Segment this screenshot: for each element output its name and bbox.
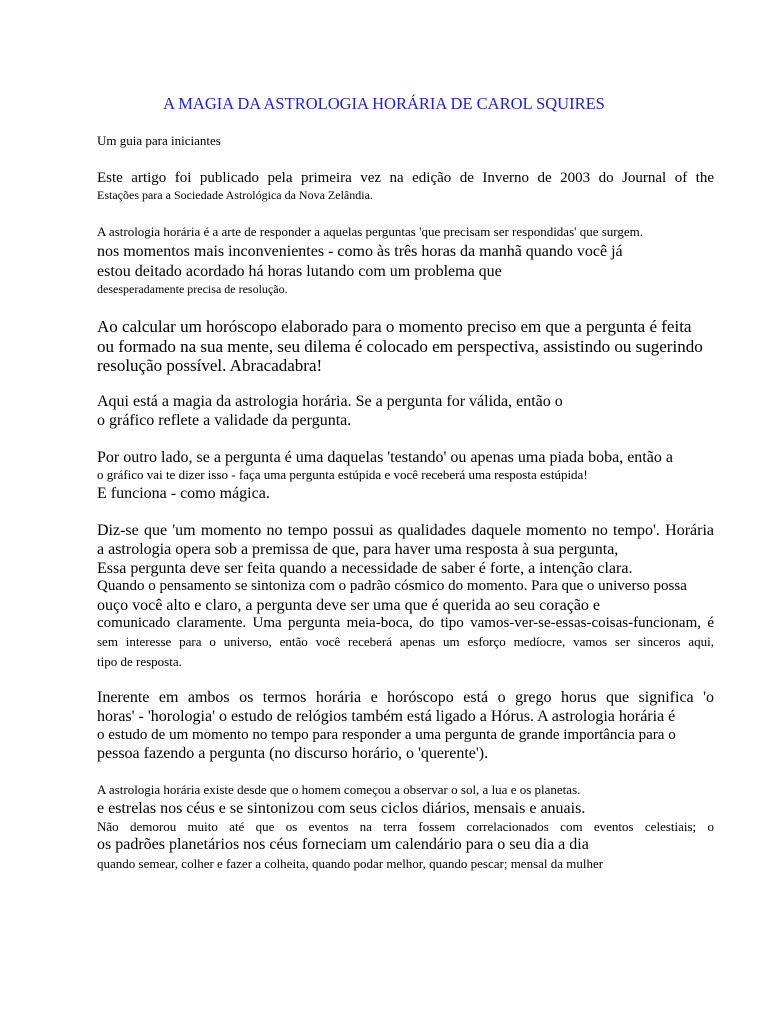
paragraph-line: Por outro lado, se a pergunta é uma daquelas 'testando' ou apenas uma piada boba, então a	[97, 449, 673, 466]
paragraph-line: Quando o pensamento se sintoniza com o padrão cósmico do momento. Para que o universo possa	[97, 578, 687, 594]
paragraph-line: e estrelas nos céus e se sintonizou com seus ciclos diários, mensais e anuais.	[97, 800, 586, 817]
paragraph-line: o gráfico reflete a validade da pergunta.	[97, 412, 352, 429]
paragraph-line: Inerente em ambos os termos horária e horóscopo está o grego horus que significa 'o	[97, 689, 714, 706]
paragraph-line: o estudo de um momento no tempo para responder a uma pergunta de grande importância para o	[97, 727, 676, 743]
paragraph-line: os padrões planetários nos céus forneciam um calendário para o seu dia a dia	[97, 836, 589, 853]
paragraph-line: E funciona - como mágica.	[97, 485, 270, 502]
paragraph-line: Essa pergunta deve ser feita quando a necessidade de saber é forte, a intenção clara.	[97, 560, 633, 577]
paragraph-line: Aqui está a magia da astrologia horária. Se a pergunta for válida, então o	[97, 393, 563, 410]
paragraph-line: nos momentos mais inconvenientes - como às três horas da manhã quando você já	[97, 243, 623, 260]
paragraph-line: ouço você alto e claro, a pergunta deve ser uma que é querida ao seu coração e	[97, 597, 601, 614]
paragraph-line: sem interesse para o universo, então você receberá apenas um esforço medíocre, vamos ser sinceros aqui,	[97, 634, 714, 649]
paragraph-line: Ao calcular um horóscopo elaborado para o momento preciso em que a pergunta é feita	[97, 317, 692, 336]
document-title: A MAGIA DA ASTROLOGIA HORÁRIA DE CAROL SQUIRES	[163, 94, 605, 113]
paragraph-line: A astrologia horária é a arte de responder a aquelas perguntas 'que precisam ser respondidas' que surgem.	[97, 224, 644, 239]
paragraph-line: Estações para a Sociedade Astrológica da Nova Zelândia.	[97, 188, 373, 202]
paragraph-line: Este artigo foi publicado pela primeira vez na edição de Inverno de 2003 do Journal of the	[97, 170, 714, 186]
paragraph-line: pessoa fazendo a pergunta (no discurso horário, o 'querente').	[97, 745, 489, 762]
paragraph-line: quando semear, colher e fazer a colheita, quando podar melhor, quando pescar; mensal da mulher	[97, 856, 604, 871]
paragraph-line: a astrologia opera sob a premissa de que, para haver uma resposta à sua pergunta,	[97, 541, 619, 558]
paragraph-line: o gráfico vai te dizer isso - faça uma pergunta estúpida e você receberá uma resposta estúpida!	[97, 467, 588, 482]
paragraph-line: resolução possível. Abracadabra!	[97, 356, 323, 375]
paragraph-line: ou formado na sua mente, seu dilema é colocado em perspectiva, assistindo ou sugerindo	[97, 337, 703, 356]
paragraph-line: Diz-se que 'um momento no tempo possui as qualidades daquele momento no tempo'. Horária	[97, 522, 714, 539]
paragraph-line: tipo de resposta.	[97, 654, 182, 669]
paragraph-line: comunicado claramente. Uma pergunta meia-boca, do tipo vamos-ver-se-essas-coisas-funcionam, é	[97, 615, 714, 631]
paragraph-line: A astrologia horária existe desde que o homem começou a observar o sol, a lua e os planetas.	[97, 782, 581, 797]
document-subtitle: Um guia para iniciantes	[97, 133, 221, 148]
paragraph-line: desesperadamente precisa de resolução.	[97, 282, 288, 296]
paragraph-line: Não demorou muito até que os eventos na terra fossem correlacionados com eventos celestiais; o	[97, 819, 714, 834]
paragraph-line: horas' - 'horologia' o estudo de relógios também está ligado a Hórus. A astrologia horária é	[97, 708, 676, 725]
paragraph-line: estou deitado acordado há horas lutando com um problema que	[97, 263, 502, 280]
